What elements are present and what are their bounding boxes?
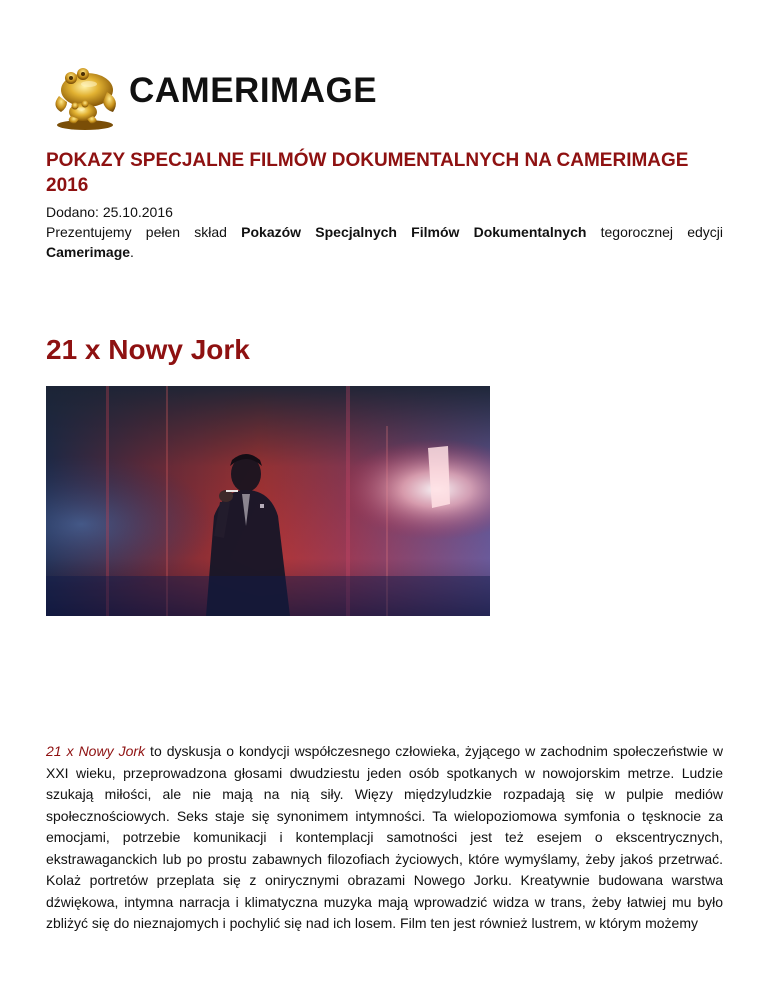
intro-text-prefix: Prezentujemy pełen skład <box>46 224 242 240</box>
film-still-image <box>46 386 490 616</box>
camerimage-logo[interactable] <box>45 62 377 132</box>
logo-wordmark: CAMERIMAGE <box>129 71 378 110</box>
intro-bold-festival-name: Camerimage <box>46 244 131 260</box>
film-description <box>46 741 723 935</box>
golden-frog-statuette-icon <box>45 62 125 132</box>
article-title: POKAZY SPECJALNE FILMÓW DOKUMENTALNYCH NA CAMERIMAGE 2016 <box>46 150 689 196</box>
intro-bold-section-name: Pokazów Specjalnych Filmów Dokumentalnych <box>241 224 587 240</box>
article-meta <box>46 203 726 222</box>
film-description-title: 21 x Nowy Jork <box>46 743 146 759</box>
film-still-man-smoking-red-light-icon <box>46 386 490 616</box>
publish-date: Dodano: 25.10.2016 <box>46 204 173 220</box>
intro-text-middle: tegorocznej edycji <box>586 224 724 240</box>
film-title: 21 x Nowy Jork <box>46 334 250 365</box>
intro-text-suffix: . <box>130 244 134 260</box>
article-intro <box>46 222 723 262</box>
film-description-text: to dyskusja o kondycji współczesnego człowieka, żyjącego w zachodnim społeczeństwie w XXI wieku, przeprowadzona głosami dwudziestu jeden osób spotkanych w nowojorskim metrze. Ludzie szukają miłości, ale nie mają na nią siły. Więzy międzyludzkie rozpadają się w pulpie mediów społecznościowych. Seks staje się synonimem intymności. Ta wielopoziomowa symfonia o tęsknocie za emocjami, potrzebie komunikacji i kontemplacji samotności jest też esejem o ekscentrycznych, ekstrawaganckich lub po prostu zabawnych filozofiach życiowych, które wymyślamy, żeby jakoś przetrwać. Kolaż portretów przeplata się z onirycznymi obrazami Nowego Jorku. Kreatywnie budowana warstwa dźwiękowa, intymna narracja i klimatyczna muzyka mają wprowadzić widza w trans, żeby łatwiej mu było zbliżyć się do nieznajomych i pochylić się nad ich losem. Film ten jest również lustrem, w którym możemy <box>46 743 724 931</box>
